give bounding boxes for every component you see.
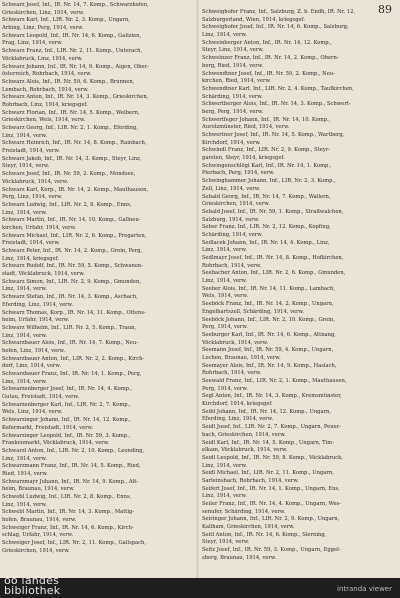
entry-line: Linz, 1914, verw.	[202, 462, 247, 469]
entry-line: Seeburger Karl, Inf., IR. Nr. 14, 6. Komp., Attnang,	[202, 331, 336, 338]
entry-line: Vöcklabruck, Linz, 1914, verw.	[2, 55, 83, 62]
entry-line: Linz, 1914, verw.	[202, 278, 247, 285]
entry-line: kirchen, Ried, 1914, verw.	[202, 78, 271, 85]
entry-line: Steyr, 1914, verw.	[202, 539, 250, 546]
entry-line: Schwarz Anton, Inf., IR. Nr. 14, 3. Komp., Grieskirchen,	[2, 94, 149, 101]
left-column	[2, 2, 188, 556]
entry-line: Steyr, 1914, verw.	[2, 163, 50, 170]
entry-line: Schwingenschlögl Karl, Inf., IR. Nr. 14, 1. Komp.,	[202, 162, 332, 169]
entry-line: Schwarzbauer Franz, Inf., IR. Nr. 14, 1. Komp., Perg,	[2, 371, 142, 377]
entry-line: Schweighofer Josef, Inf., IR. Nr. 14, 6. Komp., Salzburg,	[202, 24, 349, 31]
entry-line: Sedlmayr Josef, Inf., IR. Nr. 14, 8. Komp., Hofkirchen,	[202, 255, 344, 261]
entry-line: Sedlacek Johann, Inf., IR. Nr. 14, 4. Komp., Linz,	[202, 239, 330, 246]
entry-line: Linz, 1914, verw.	[2, 132, 47, 139]
entry-line: Schwarz Franz, Inf., LIR. Nr. 2, 11. Komp., Unterach,	[2, 48, 143, 55]
entry-line: Lembach, Rohrbach, 1914, verw.	[2, 86, 89, 93]
entry-line: Schärding, 1914, verw.	[202, 231, 263, 238]
entry-line: Seemann Josef, Inf., IR. Nr. 59, 4. Komp., Ungarn,	[202, 347, 334, 354]
entry-line: Seibl Johann, Inf., IR. Nr. 14, 12. Komp., Ungarn,	[202, 408, 332, 415]
entry-line: Schweighofer Franz, Inf., Salzburg, Z. b. Endh, IR. Nr. 12,	[202, 9, 356, 15]
entry-line: Perg, Linz, 1914, verw.	[2, 194, 63, 201]
entry-line: Freistadt, 1914, verw.	[2, 240, 60, 247]
column-gutter	[196, 0, 199, 578]
entry-line: Grieskirchen, 1914, verw.	[202, 201, 270, 208]
entry-line: Schwarzenberger Josef, Inf., IR. Nr. 14, 4. Komp.,	[2, 386, 133, 393]
entry-line: Schwebl Martin, Inf., IR. Nr. 14, 3. Komp., Mattig-	[2, 509, 135, 516]
entry-line: Seitl Anton, Inf., IR. Nr. 14, 6. Komp., Sierning,	[202, 531, 327, 538]
viewer-label[interactable]: intranda viewer	[337, 585, 392, 593]
entry-line: Schwarz Michael, Inf., LIR. Nr. 2, 6. Komp., Pregarten,	[2, 232, 147, 239]
entry-line: Pierbach, Perg, 1914, verw.	[202, 170, 275, 177]
entry-line: elkam, Vöcklabruck, 1914, verw.	[202, 447, 288, 454]
entry-line: Segl Anton, Inf., IR. Nr. 14, 3. Komp., Kremsmünster,	[202, 393, 342, 400]
logo-line-1: oö landes	[4, 574, 60, 587]
entry-line: Sarleinsbach, Rohrbach, 1914, verw.	[202, 477, 299, 484]
entry-line: Linz, 1914, verw.	[2, 455, 47, 462]
entry-line: Schwarz Johann, Inf., IR. Nr. 14, 9. Komp., Aigen, Ober-	[2, 63, 149, 70]
entry-line: Schwarzenberger Karl, Inf., LIR. Nr. 2, 7. Komp.,	[2, 401, 131, 408]
entry-line: Rohrbach, Linz, 1914, kriegsgef.	[2, 101, 88, 108]
entry-line: Seebacher Anton, Inf., LIR. Nr. 2, 6. Komp., Gmunden,	[202, 270, 346, 277]
entry-line: Perg, 1914, verw.	[202, 385, 248, 392]
entry-line: kirchen, Urfahr, 1914, verw.	[2, 224, 77, 231]
entry-line: Seber Franz, Inf., LIR. Nr. 2, 12. Komp., Kopfing,	[202, 224, 331, 231]
entry-line: hofen, Linz, 1914, verw.	[2, 347, 66, 354]
entry-line: Schwarzinger Leopold, Inf., IR. Nr. 59, 3. Komp.,	[2, 432, 131, 439]
entry-line: Rohrbach, 1914, verw.	[202, 262, 262, 269]
entry-line: Schweiger Franz, Inf., IR. Nr. 14, 6. Komp., Kirch-	[2, 524, 134, 531]
entry-line: Schwarz Jakob, Inf., IR. Nr. 14, 3. Komp., Steyr, Linz,	[2, 155, 142, 162]
entry-line: Schwarz Ludwig, Inf., LIR. Nr. 2, 8. Komp., Enns,	[2, 201, 132, 208]
entry-line: Schwarz Alois, Inf., IR. Nr. 59, 6. Komp., Brunnen,	[2, 78, 135, 85]
entry-line: hofen, Braunau, 1914, verw.	[2, 517, 77, 524]
entry-line: Schweinberger Anton, Inf., IR. Nr. 14, 12. Komp.,	[202, 39, 332, 46]
entry-line: Schwarz Peter, Inf., IR. Nr. 14, 2. Komp., Grein, Perg,	[2, 248, 143, 254]
entry-line: Linz, 1914, verw.	[2, 209, 47, 216]
entry-line: Seiler Franz, Inf., IR. Nr. 14, 4. Komp., Ungarn, Wes-	[202, 501, 341, 507]
entry-line: Schwarz Heinrich, Inf., IR. Nr. 14, 8. Komp., Rainbach,	[2, 140, 147, 147]
entry-line: Linz, 1914, verw.	[202, 493, 247, 500]
entry-line: Schwendtner Josef, Inf., IR. Nr. 59, 2. Komp., Neu-	[202, 70, 335, 77]
entry-line: österreich, Rohrbach, 1914, verw.	[2, 71, 92, 78]
right-column	[202, 9, 388, 563]
entry-line: Eferding, Linz, 1914, verw.	[202, 416, 274, 423]
entry-line: Rohrbach, 1914, verw.	[202, 370, 262, 377]
entry-line: berg, Perg, 1914, verw.	[202, 108, 264, 115]
entry-line: Seeber Alois, Inf., IR. Nr. 14, 11. Komp., Lambach,	[202, 285, 336, 292]
entry-line: Frankenmarkt, Vöcklabruck, 1914, verw.	[2, 440, 110, 447]
viewer-footer	[0, 574, 400, 598]
entry-line: heim, Braunau, 1914, verw.	[2, 486, 75, 493]
entry-line: Wels, Linz, 1914, verw.	[2, 409, 63, 416]
entry-line: Perg, 1914, verw.	[202, 324, 248, 331]
entry-line: Kirchdorf, 1914, verw.	[202, 139, 261, 146]
entry-line: Schwarz Thomas, Korp., IR. Nr. 14, 11. Komp., Ottens-	[2, 309, 146, 316]
entry-line: Schwindl Franz, Inf., LIR. Nr. 2, 9. Komp., Steyr-	[202, 147, 331, 154]
entry-line: Seitz Josef, Inf., IR. Nr. 59, 3. Komp., Ungarn, Eggel-	[202, 547, 341, 554]
entry-line: Kefermarkt, Freistadt, 1914, verw.	[2, 424, 94, 431]
entry-line: Salzburgerland, Wien, 1914, kriegsgef.	[202, 16, 305, 23]
entry-line: Seeböck Johann, Inf., LIR. Nr. 2, 10. Komp., Grein,	[202, 316, 335, 323]
entry-line: Seifert Josef, Inf., IR. Nr. 14, 1. Komp., Ungarn, Ens,	[202, 485, 340, 492]
entry-line: Schwarz Simon, Inf., LIR. Nr. 2, 9. Komp., Gmunden,	[2, 278, 141, 285]
entry-line: stadt, Vöcklabruck, 1914, verw.	[2, 271, 85, 278]
entry-line: Kirchdorf, 1914, kriegsgef.	[202, 401, 273, 408]
entry-line: Schwarz Karl, Inf., LIR. Nr. 2, 3. Komp., Ungarn,	[2, 17, 130, 24]
entry-line: Sebald Josef, Inf., IR. Nr. 59, 1. Komp., Straßwalchen,	[202, 208, 344, 215]
entry-line: Seidl Michael, Inf., LIR. Nr. 2, 11. Komp., Ungarn,	[202, 470, 334, 477]
entry-line: Ried, 1914, verw.	[2, 470, 48, 477]
entry-line: Schwarzbauer Anton, Inf., LIR. Nr. 2, 2. Komp., Kirch-	[2, 355, 145, 362]
entry-line: Gutau, Freistadt, 1914, verw.	[2, 394, 80, 401]
entry-line: Grieskirchen, Linz, 1914, verw.	[2, 9, 85, 16]
entry-line: sberg, Braunau, 1914, verw.	[202, 554, 277, 561]
entry-line: Seewald Franz, Inf., LIR. Nr. 2, 1. Komp., Mauthausen,	[202, 378, 347, 384]
entry-line: Schwarzbauer Alois, Inf., IR. Nr. 14, 7. Komp., Neu-	[2, 340, 138, 347]
entry-line: Seidl Josef, Inf., LIR. Nr. 2, 7. Komp., Ungarn, Peuer-	[202, 424, 341, 431]
entry-line: Seidl Leopold, Inf., IR. Nr. 59, 8. Komp., Vöcklabruck,	[202, 454, 343, 461]
entry-line: Schwertner Josef, Inf., IR. Nr. 14, 5. Komp., Wartberg,	[202, 132, 345, 138]
entry-line: Schwarz Martin, Inf., IR. Nr. 14, 10. Komp., Gallneu-	[2, 217, 141, 224]
entry-line: garsten, Steyr, 1914, kriegsgef.	[202, 155, 285, 162]
entry-line: Prag, Linz, 1914, verw.	[2, 40, 63, 47]
entry-line: Seemayer Alois, Inf., IR. Nr. 14, 9. Komp., Haslach,	[202, 362, 337, 369]
entry-line: heim, Urfahr, 1914, verw.	[2, 317, 70, 324]
entry-line: Schwarz Leopold, Inf., IR. Nr. 14, 6. Komp., Galizien,	[2, 32, 142, 39]
entry-line: Seiringer Johann, Inf., LIR. Nr. 2, 9. Komp., Ungarn,	[202, 516, 340, 523]
entry-line: dorf, Linz, 1914, verw.	[2, 363, 61, 370]
entry-line: Seeböck Franz, Inf., IR. Nr. 14, 2. Komp., Ungarn,	[202, 301, 334, 308]
entry-line: Grieskirchen, Wels, 1914, verw.	[2, 117, 86, 124]
entry-line: Schweiger Josef, Inf., LIR. Nr. 2, 11. Komp., Gallspach,	[2, 540, 147, 547]
entry-line: Schwarz Josef, Inf., IR. Nr. 14, 7. Komp., Schwarzhofen,	[2, 2, 149, 8]
entry-line: Schwendtner Karl, Inf., LIR. Nr. 2, 4. Komp., Taufkirchen,	[202, 85, 354, 92]
entry-line: Schwarz Wilhelm, Inf., LIR. Nr. 2, 5. Komp., Traun,	[2, 324, 137, 331]
entry-line: Salzburg, 1914, verw.	[202, 216, 260, 223]
entry-line: Schärding, 1914, verw.	[202, 93, 263, 100]
entry-line: Vöcklabruck, 1914, verw.	[202, 339, 269, 346]
entry-line: Lochen, Braunau, 1914, verw.	[202, 354, 281, 361]
entry-line: Vöcklabruck, 1914, verw.	[2, 178, 69, 185]
entry-line: Linz, 1914, verw.	[2, 501, 47, 508]
entry-line: senufer, Schärding, 1914, verw.	[202, 508, 286, 515]
entry-line: Schwarzinger Johann, Inf., IR. Nr. 14, 12. Komp.,	[2, 417, 131, 424]
logo-line-2: bibliothek	[4, 584, 61, 597]
entry-line: schlag, Urfahr, 1914, verw.	[2, 532, 74, 539]
entry-line: Linz, 1914, verw.	[202, 32, 247, 39]
entry-line: Schwarzl Anton, Inf., LIR. Nr. 2, 10. Komp., Leonding,	[2, 447, 145, 454]
entry-line: Schwebl Ludwig, Inf., LIR. Nr. 2, 8. Komp., Enns,	[2, 494, 132, 500]
entry-line: Engelhartszell, Schärding, 1914, verw.	[202, 308, 305, 315]
entry-line: Schwarzmann Franz, Inf., IR. Nr. 14, 5. Komp., Ried,	[2, 463, 141, 470]
page-number: 89	[378, 3, 392, 16]
entry-line: Freistadt, 1914, verw.	[2, 148, 60, 155]
entry-line: Schwarz Josef, Inf., IR. Nr. 59, 2. Komp., Mondsee,	[2, 171, 136, 178]
entry-line: Steyr, Linz, 1914, verw.	[202, 47, 264, 54]
entry-line: Schwarzmayr Johann, Inf., IR. Nr. 14, 9. Komp., Alt-	[2, 478, 139, 485]
entry-line: Wels, 1914, verw.	[202, 293, 249, 300]
entry-line: Aurolzmünster, Ried, 1914, verw.	[202, 124, 290, 131]
entry-line: Kallham, Grieskirchen, 1914, verw.	[202, 524, 295, 531]
entry-line: Schweinzer Franz, Inf., IR. Nr. 14, 2. Komp., Obern-	[202, 55, 339, 62]
entry-line: Schwarz Florian, Inf., IR. Nr. 14, 5. Komp., Weibern,	[2, 109, 140, 116]
entry-line: Linz, 1914, kriegsgef.	[2, 255, 60, 262]
entry-line: bach, Grieskirchen, 1914, verw.	[202, 431, 286, 438]
entry-line: Schwarz Stefan, Inf., IR. Nr. 14, 3. Komp., Aschach,	[2, 294, 138, 301]
entry-line: Zell, Linz, 1914, verw.	[202, 185, 261, 192]
entry-line: berg, Ried, 1914, verw.	[202, 62, 264, 69]
entry-line: Linz, 1914, verw.	[2, 378, 47, 385]
library-logo[interactable]	[4, 576, 60, 596]
entry-line: Linz, 1914, verw.	[2, 332, 47, 339]
entry-line: Schwertfeger Johann, Inf., IR. Nr. 14, 10. Komp.,	[202, 116, 331, 123]
entry-line: Schwertberger Alois, Inf., IR. Nr. 14, 3. Komp., Schwert-	[202, 101, 351, 108]
entry-line: Sebald Georg, Inf., IR. Nr. 14, 7. Komp., Wallern,	[202, 193, 331, 200]
entry-line: Grieskirchen, 1914, verw.	[2, 547, 70, 554]
entry-line: Arbing, Linz, Perg, 1914, verw.	[2, 25, 84, 32]
entry-line: Schwarz Rudolf, Inf., IR. Nr. 59, 5. Komp., Schwanen-	[2, 263, 144, 270]
entry-line: Schwinghammer Johann, Inf., LIR. Nr. 2, 3. Komp.,	[202, 178, 336, 185]
entry-line: Schwarz Georg, Inf., LIR. Nr. 2, 1. Komp., Eferding,	[2, 125, 138, 131]
entry-line: Seidl Karl, Inf., IR. Nr. 14, 5. Komp., Ungarn, Tim-	[202, 439, 334, 446]
entry-line: Linz, 1914, verw.	[202, 247, 247, 254]
entry-line: Linz, 1914, verw.	[2, 286, 47, 293]
entry-line: Schwarz Karl, Korp., IR. Nr. 14, 2. Komp., Mauthausen,	[2, 186, 149, 193]
entry-line: Eferding, Linz, 1914, verw.	[2, 301, 74, 308]
